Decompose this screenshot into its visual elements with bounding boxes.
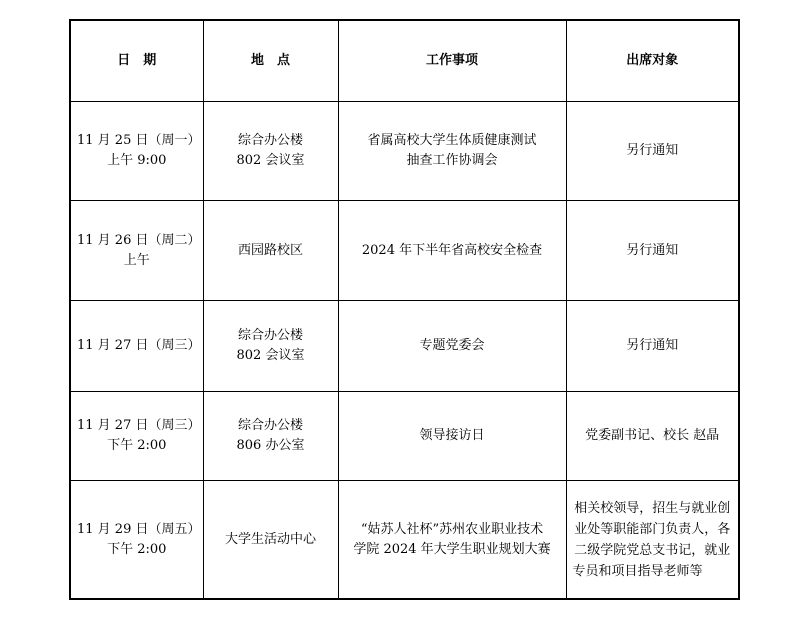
- location-line: 综合办公楼: [237, 418, 303, 433]
- time-line: 上午: [123, 252, 150, 268]
- attendees-text: 相关校领导，招生与就业创业处等职能部门负责人，各二级学院党总支书记，就业专员和项目指导老师等: [572, 500, 731, 579]
- location-cell: [203, 481, 338, 600]
- table-row: [70, 392, 739, 481]
- location-line: 综合办公楼: [237, 133, 303, 148]
- date-cell: [70, 201, 203, 301]
- location-cell: [203, 201, 338, 301]
- header-matter: 工作事项: [338, 20, 566, 102]
- header-date: 日 期: [70, 20, 203, 102]
- date-line: 11 月 25 日（周一）: [77, 133, 201, 148]
- attendees-cell: 另行通知: [566, 102, 739, 201]
- matter-line: 抽查工作协调会: [406, 153, 498, 168]
- matter-line: 领导接访日: [419, 428, 485, 443]
- table-row: [70, 201, 739, 301]
- matter-cell: [338, 481, 566, 600]
- date-cell: [70, 392, 203, 481]
- date-line: 11 月 29 日（周五）: [77, 521, 201, 537]
- matter-line: 学院 2024 年大学生职业规划大赛: [353, 541, 551, 557]
- table-row: [70, 301, 739, 392]
- location-cell: [203, 102, 338, 201]
- matter-cell: [338, 102, 566, 201]
- matter-line: 专题党委会: [419, 338, 485, 353]
- table-header-row: [70, 20, 739, 102]
- matter-cell: [338, 392, 566, 481]
- time-line: 上午 9:00: [107, 153, 167, 168]
- schedule-table: [69, 19, 740, 600]
- table-row: [70, 102, 739, 201]
- matter-cell: [338, 301, 566, 392]
- attendees-cell: 党委副书记、校长 赵晶: [566, 392, 739, 481]
- location-line: 806 办公室: [236, 438, 305, 453]
- attendees-cell: 另行通知: [566, 201, 739, 301]
- header-location: 地 点: [203, 20, 338, 102]
- location-line: 西园路校区: [237, 242, 303, 258]
- date-line: 11 月 26 日（周二）: [77, 232, 201, 248]
- location-line: 802 会议室: [236, 153, 305, 168]
- date-line: 11 月 27 日（周三）: [77, 338, 201, 353]
- matter-line: “姑苏人社杯”苏州农业职业技术: [360, 521, 544, 537]
- location-cell: [203, 301, 338, 392]
- date-cell: [70, 481, 203, 600]
- date-cell: [70, 102, 203, 201]
- attendees-cell: [566, 481, 739, 600]
- table-row: [70, 481, 739, 600]
- location-line: 802 会议室: [236, 348, 305, 363]
- location-line: 大学生活动中心: [224, 531, 316, 547]
- matter-cell: [338, 201, 566, 301]
- matter-line: 省属高校大学生体质健康测试: [367, 133, 537, 148]
- time-line: 下午 2:00: [107, 541, 167, 557]
- attendees-cell: 另行通知: [566, 301, 739, 392]
- time-line: 下午 2:00: [107, 438, 167, 453]
- location-line: 综合办公楼: [237, 328, 303, 343]
- matter-line: 2024 年下半年省高校安全检查: [361, 242, 543, 258]
- header-attendees: 出席对象: [566, 20, 739, 102]
- location-cell: [203, 392, 338, 481]
- date-line: 11 月 27 日（周三）: [77, 418, 201, 433]
- date-cell: [70, 301, 203, 392]
